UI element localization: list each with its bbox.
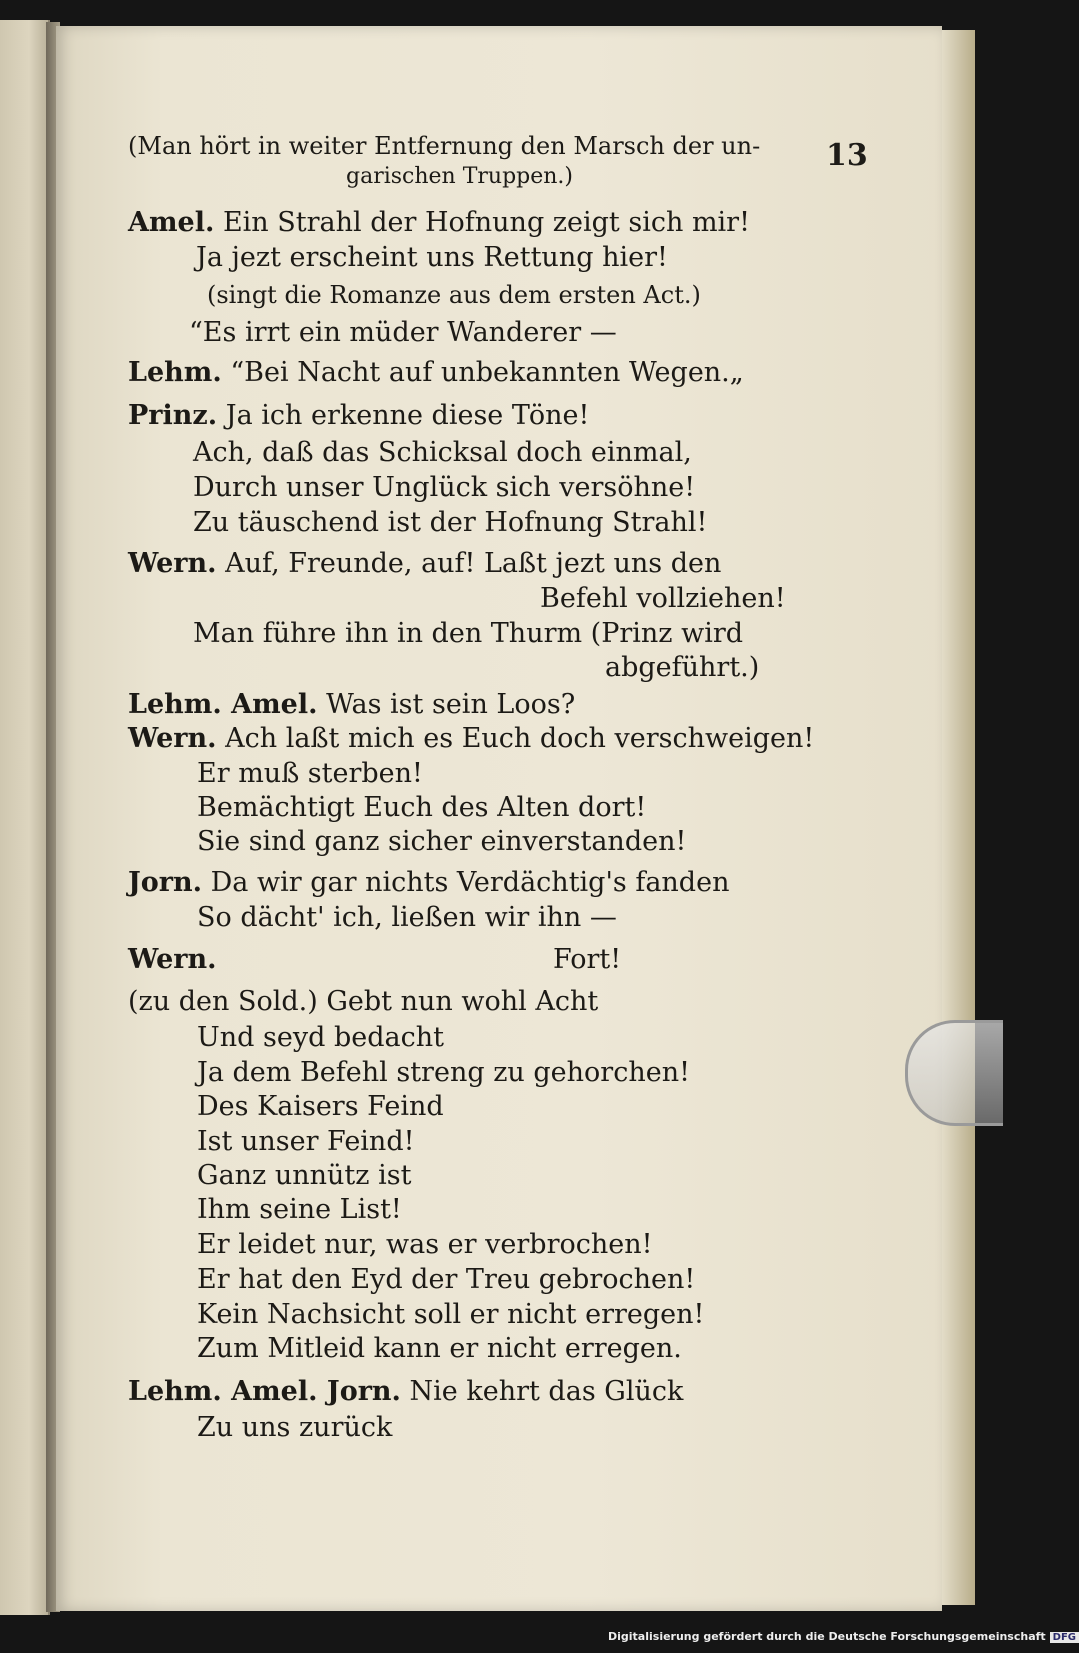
verse-line	[193, 437, 692, 468]
verse-line	[197, 1091, 444, 1122]
line-text: Ja dem Befehl streng zu gehorchen!	[197, 1057, 690, 1088]
speaker-name: Wern.	[128, 723, 217, 754]
line-text: Zum Mitleid kann er nicht erregen.	[197, 1333, 682, 1364]
speaker-line	[128, 400, 589, 431]
verse-line	[197, 1333, 682, 1364]
verse-line	[128, 986, 598, 1017]
verse-line	[197, 1264, 695, 1295]
line-text: Ach laßt mich es Euch doch verschweigen!	[225, 723, 815, 754]
speaker-name: Wern.	[128, 548, 217, 579]
line-text: (zu den Sold.) Gebt nun wohl Acht	[128, 986, 599, 1017]
speaker-name: Amel.	[128, 207, 215, 238]
line-text: Und seyd bedacht	[197, 1022, 444, 1053]
speaker-line	[128, 944, 217, 975]
verse-line	[193, 618, 743, 649]
line-text: Auf, Freunde, auf! Laßt jezt uns den	[225, 548, 722, 579]
line-text: (singt die Romanze aus dem ersten Act.)	[207, 281, 701, 309]
verse-line	[197, 758, 423, 789]
verse-line	[196, 242, 668, 273]
speaker-line	[128, 357, 744, 388]
book-page	[56, 26, 942, 1611]
verse-line	[197, 1412, 392, 1443]
verse-line	[197, 1229, 652, 1260]
verse-line	[189, 317, 617, 348]
line-text: Ist unser Feind!	[197, 1126, 415, 1157]
line-text: Er hat den Eyd der Treu gebrochen!	[197, 1264, 696, 1295]
line-text: Des Kaisers Feind	[197, 1091, 444, 1122]
line-text: Bemächtigt Euch des Alten dort!	[197, 792, 647, 823]
page-stack-edge	[938, 30, 975, 1605]
line-text: garischen Truppen.)	[346, 164, 574, 189]
verse-line	[197, 1057, 690, 1088]
line-text: Da wir gar nichts Verdächtig's fanden	[210, 867, 730, 898]
verse-line	[197, 1160, 411, 1191]
dfg-credit-footer	[608, 1630, 1079, 1643]
line-text: Ganz unnütz ist	[197, 1160, 412, 1191]
speaker-line	[128, 689, 575, 720]
line-text: Fort!	[553, 944, 622, 975]
verse-line	[605, 652, 759, 683]
line-text: (Man hört in weiter Entfernung den Marsch der un-	[128, 132, 761, 160]
speaker-name: Lehm. Amel. Jorn.	[128, 1376, 401, 1407]
verse-line	[197, 1022, 444, 1053]
line-text: “Es irrt ein müder Wanderer —	[189, 317, 617, 348]
left-page-edge	[0, 20, 50, 1615]
dfg-logo: DFG	[1050, 1632, 1079, 1643]
line-text: Ja jezt erscheint uns Rettung hier!	[196, 242, 668, 273]
line-text: Er muß sterben!	[197, 758, 423, 789]
verse-line	[346, 164, 573, 189]
line-text: Sie sind ganz sicher einverstanden!	[197, 826, 687, 857]
speaker-name: Wern.	[128, 944, 217, 975]
verse-line	[540, 583, 786, 614]
verse-line	[553, 944, 621, 975]
verse-line	[197, 826, 686, 857]
line-text: “Bei Nacht auf unbekannten Wegen.„	[230, 357, 744, 388]
speaker-line	[128, 207, 750, 238]
line-text: Kein Nachsicht soll er nicht erregen!	[197, 1299, 705, 1330]
line-text: Zu täuschend ist der Hofnung Strahl!	[193, 507, 708, 538]
line-text: Er leidet nur, was er verbrochen!	[197, 1229, 653, 1260]
line-text: Ja ich erkenne diese Töne!	[225, 400, 590, 431]
line-text: Nie kehrt das Glück	[409, 1376, 684, 1407]
speaker-name: Jorn.	[128, 867, 203, 898]
line-text: Was ist sein Loos?	[326, 689, 576, 720]
line-text: Ihm seine List!	[197, 1194, 402, 1225]
verse-line	[128, 132, 760, 160]
line-text: Ein Strahl der Hofnung zeigt sich mir!	[222, 207, 750, 238]
verse-line	[197, 902, 617, 933]
verse-line	[207, 281, 701, 309]
page-number: 13	[826, 138, 868, 173]
line-text: Durch unser Unglück sich versöhne!	[193, 472, 696, 503]
speaker-name: Lehm. Amel.	[128, 689, 318, 720]
line-text: Zu uns zurück	[197, 1412, 393, 1443]
line-text: Man führe ihn in den Thurm (Prinz wird	[193, 618, 744, 649]
line-text: Befehl vollziehen!	[540, 583, 786, 614]
verse-line	[197, 1194, 402, 1225]
verse-line	[197, 1126, 414, 1157]
line-text: Ach, daß das Schicksal doch einmal,	[193, 437, 692, 468]
line-text: So dächt' ich, ließen wir ihn —	[197, 902, 617, 933]
verse-line	[197, 792, 646, 823]
footer-text: Digitalisierung gefördert durch die Deutsche Forschungsgemeinschaft	[608, 1630, 1046, 1643]
speaker-line	[128, 867, 729, 898]
speaker-line	[128, 548, 721, 579]
speaker-line	[128, 723, 814, 754]
speaker-name: Prinz.	[128, 400, 218, 431]
verse-line	[197, 1299, 704, 1330]
speaker-name: Lehm.	[128, 357, 222, 388]
line-text: abgeführt.)	[605, 652, 760, 683]
speaker-line	[128, 1376, 683, 1407]
page-clip	[905, 1020, 1003, 1126]
verse-line	[193, 507, 707, 538]
verse-line	[193, 472, 695, 503]
